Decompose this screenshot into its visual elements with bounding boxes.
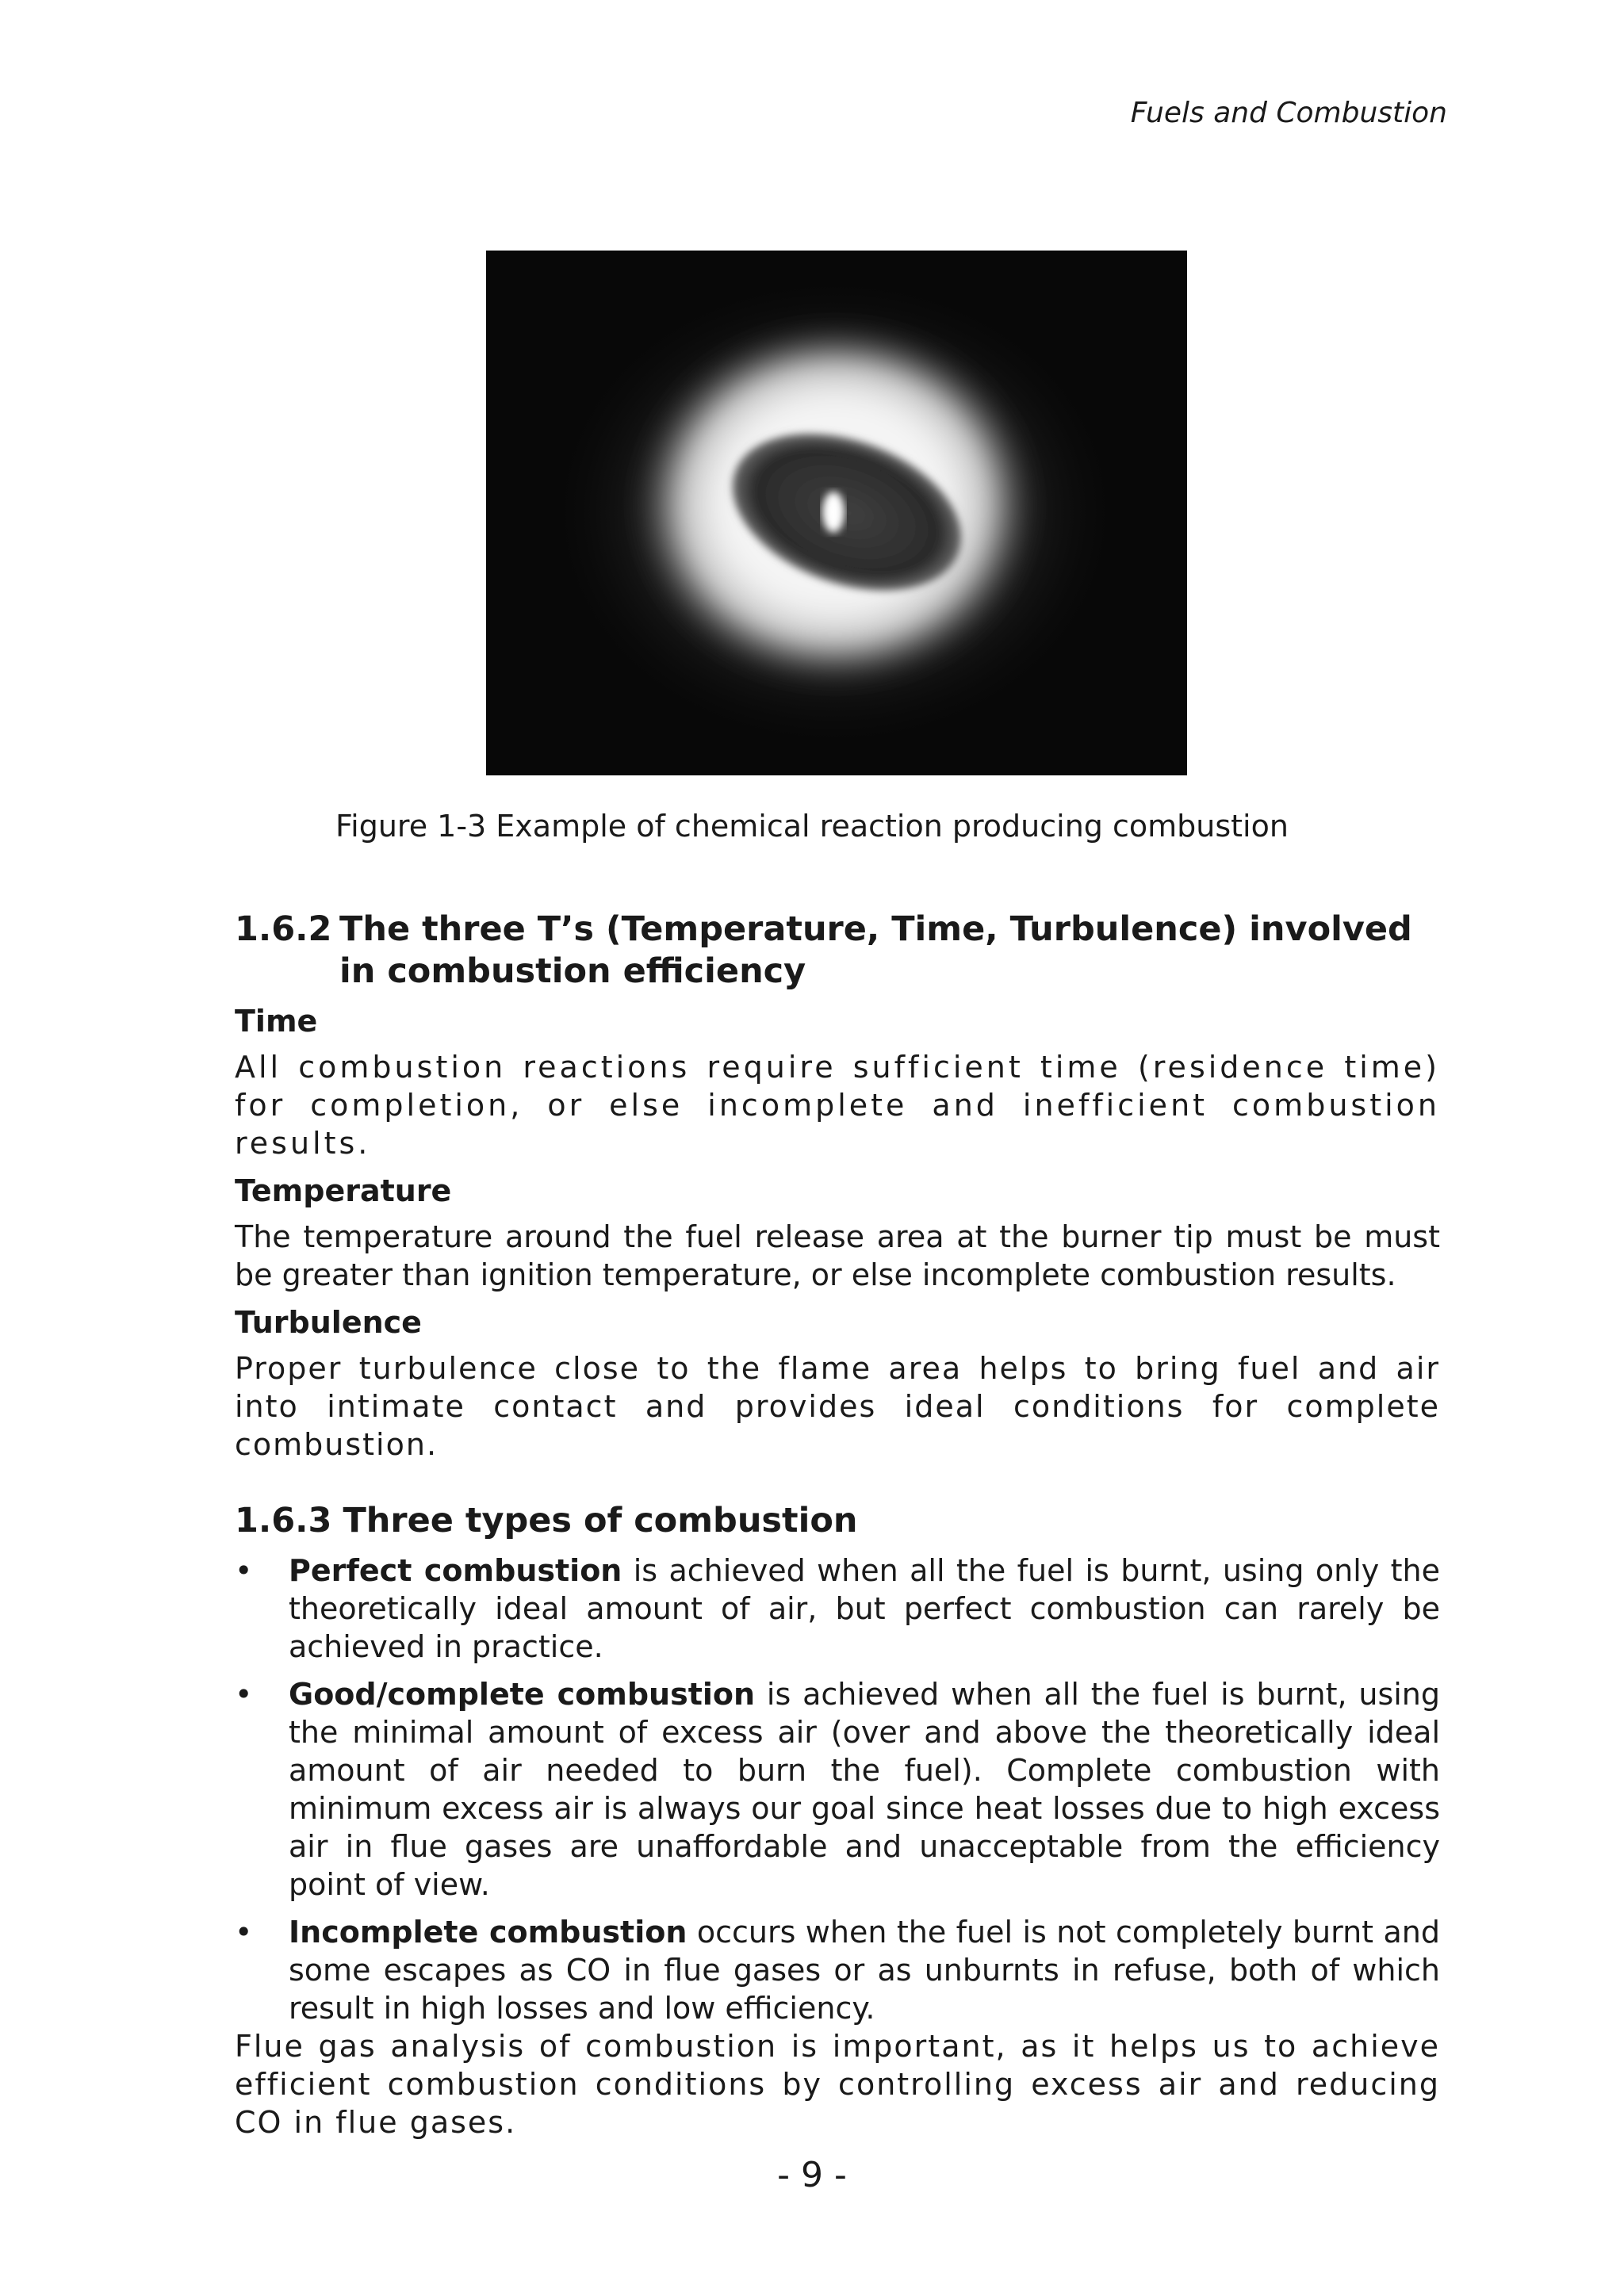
list-item-text: occurs when the fuel is not completely burnt and some escapes as CO in flue gases or as unburnts in refuse, both of which result in high losses and low efficiency.: [289, 1915, 1440, 2026]
time-heading: Time: [235, 1004, 318, 1039]
bullet-icon: •: [235, 1915, 253, 1950]
list-item-term: Incomplete combustion: [289, 1915, 688, 1950]
bullet-icon: •: [235, 1677, 253, 1712]
section-number: 1.6.2: [235, 909, 332, 949]
combustion-types-list: [235, 1552, 1440, 2027]
temperature-heading: Temperature: [235, 1173, 452, 1208]
bullet-icon: •: [235, 1553, 253, 1588]
section-heading-1-6-3: [235, 1500, 1440, 1542]
main-content: [235, 909, 1440, 2141]
section-title: The three T’s (Temperature, Time, Turbulence) involved in combustion efficiency: [339, 909, 1412, 991]
list-item-text: is achieved when all the fuel is burnt, using the minimal amount of excess air (over and above the theoretically ideal amount of air needed to burn the fuel). Complete combustion with minimum excess air is always our goal since heat losses due to high excess air in flue gases are unaffordable and unacceptable from the efficiency point of view.: [289, 1677, 1441, 1902]
section-number: 1.6.3: [235, 1501, 332, 1540]
figure-caption: Figure 1-3 Example of chemical reaction producing combustion: [335, 809, 1289, 844]
list-item-term: Perfect combustion: [289, 1553, 622, 1588]
turbulence-paragraph: Proper turbulence close to the flame area helps to bring fuel and air into intimate contact and provides ideal conditions for complete combustion.: [235, 1351, 1440, 1462]
section-heading-1-6-2: [235, 909, 1440, 993]
section-title: Three types of combustion: [343, 1501, 858, 1540]
list-item-text: is achieved when all the fuel is burnt, using only the theoretically ideal amount of air, but perfect combustion can rarely be achieved in practice.: [289, 1553, 1440, 1664]
temperature-paragraph: The temperature around the fuel release area at the burner tip must be must be greater than ignition temperature, or else incomplete combustion results.: [235, 1219, 1440, 1292]
running-header: Fuels and Combustion: [1130, 97, 1447, 129]
list-item: [235, 1552, 1440, 1666]
page-number: - 9 -: [777, 2155, 847, 2195]
list-item: [235, 1675, 1440, 1904]
flame-photo: [486, 251, 1187, 775]
turbulence-heading: Turbulence: [235, 1305, 422, 1340]
closing-paragraph: Flue gas analysis of combustion is important, as it helps us to achieve efficient combustion conditions by controlling excess air and reducing CO in flue gases.: [235, 2029, 1440, 2140]
list-item-term: Good/complete combustion: [289, 1677, 756, 1712]
list-item: [235, 1913, 1440, 2027]
time-paragraph: All combustion reactions require sufficient time (residence time) for completion, or else incomplete and inefficient combustion results.: [235, 1050, 1440, 1161]
